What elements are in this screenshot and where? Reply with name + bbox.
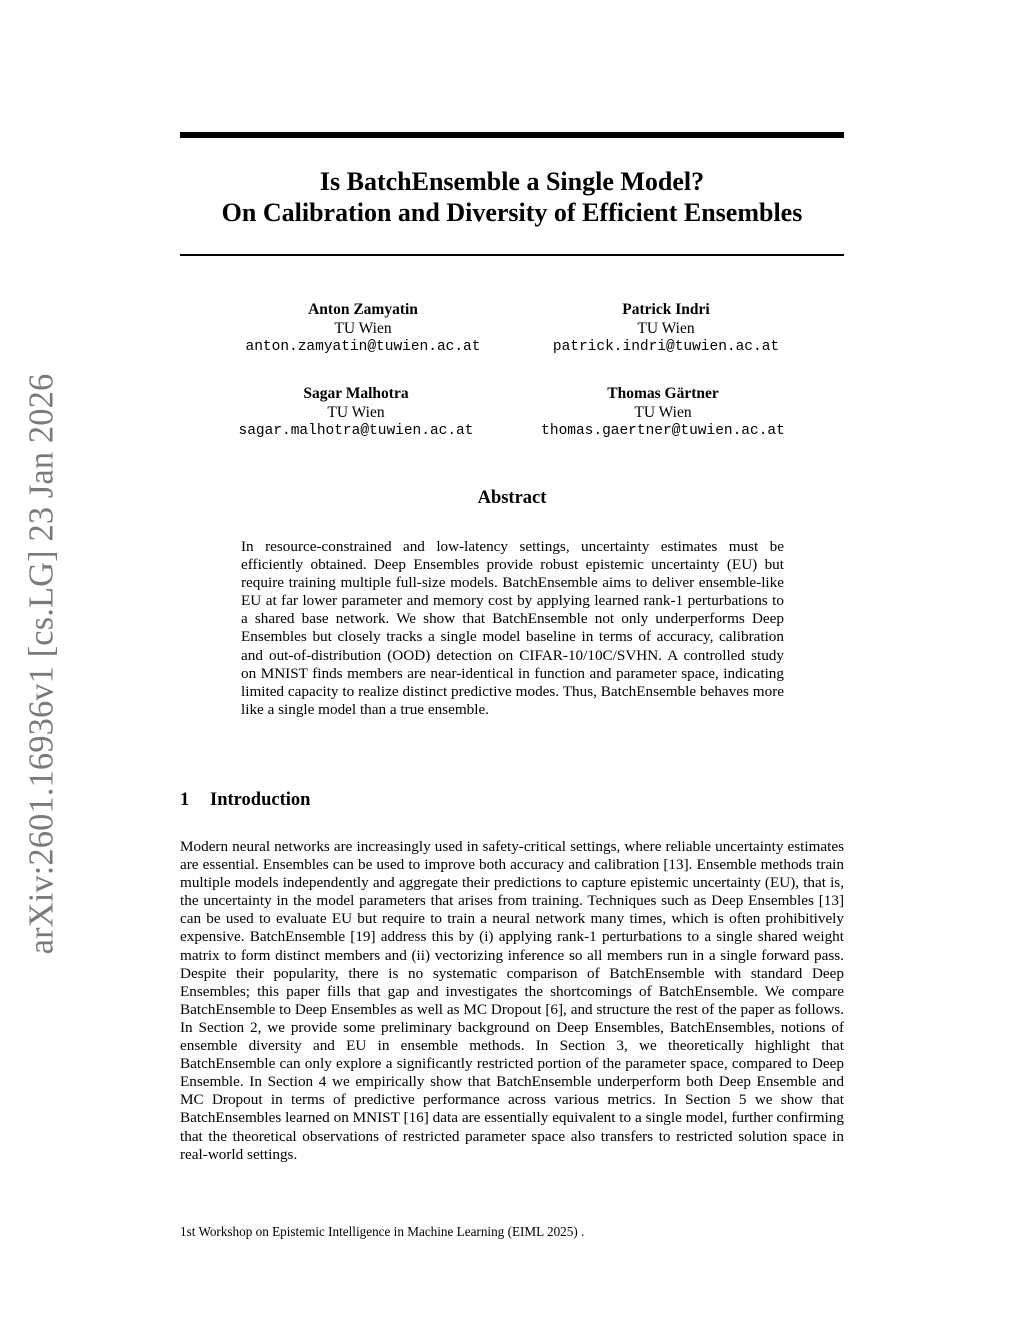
- introduction-text: Modern neural networks are increasingly used in safety-critical settings, where reliable uncertainty estimates are essential. Ensembles can be used to improve both accuracy and calibration [13]. Ensemble methods train multiple models independently and aggregate their predictions to capture epistemic uncertainty (EU), that is, the uncertainty in the model parameters that arises from training. Techniques such as Deep Ensembles [13] can be used to evaluate EU but require to train a neural network many times, which is often prohibitively expensive. BatchEnsemble [19] address this by (i) applying rank-1 perturbations to a single shared weight matrix to form distinct members and (ii) vectorizing inference so all members run in a single forward pass. Despite their popularity, there is no systematic comparison of BatchEnsemble with standard Deep Ensembles; this paper fills that gap and investigates the shortcomings of BatchEnsemble. We compare BatchEnsemble to Deep Ensembles as well as MC Dropout [6], and structure the rest of the paper as follows. In Section 2, we provide some preliminary background on Deep Ensembles, BatchEnsembles, notions of ensemble diversity and EU in ensemble methods. In Section 3, we theoretically highlight that BatchEnsemble can only explore a significantly restricted portion of the parameter space, compared to Deep Ensemble. In Section 4 we empirically show that BatchEnsemble underperform both Deep Ensemble and MC Dropout in terms of predictive performance across various metrics. In Section 5 we show that BatchEnsembles learned on MNIST [16] data are essentially equivalent to a single model, further confirming that the theoretical observations of restricted parameter space also transfers to restricted solution space in real-world settings.: [180, 838, 844, 1163]
- section-heading-introduction: [180, 790, 310, 811]
- author-affiliation: TU Wien: [637, 320, 695, 337]
- section-title: Introduction: [210, 790, 311, 810]
- section-number: 1: [180, 790, 190, 810]
- author-block: [213, 300, 513, 357]
- author-name: Anton Zamyatin: [308, 301, 418, 318]
- footnote: 1st Workshop on Epistemic Intelligence in Machine Learning (EIML 2025) .: [180, 1224, 585, 1239]
- author-name: Patrick Indri: [622, 301, 710, 318]
- author-affiliation: TU Wien: [327, 404, 385, 421]
- author-email[interactable]: anton.zamyatin@tuwien.ac.at: [245, 339, 481, 355]
- author-email[interactable]: patrick.indri@tuwien.ac.at: [552, 339, 780, 355]
- title-line-1: Is BatchEnsemble a Single Model?: [319, 167, 705, 196]
- author-email[interactable]: sagar.malhotra@tuwien.ac.at: [238, 423, 474, 439]
- abstract-heading: Abstract: [477, 488, 547, 508]
- paper-title: [180, 166, 844, 228]
- author-block: [513, 384, 813, 441]
- arxiv-identifier: arXiv:2601.16936v1 [cs.LG] 23 Jan 2026: [22, 373, 61, 955]
- author-block: [516, 300, 816, 357]
- author-name: Sagar Malhotra: [303, 385, 409, 402]
- author-affiliation: TU Wien: [634, 404, 692, 421]
- author-block: [206, 384, 506, 441]
- title-rule-top: [180, 132, 844, 138]
- title-line-2: On Calibration and Diversity of Efficient Ensembles: [221, 198, 803, 227]
- author-affiliation: TU Wien: [334, 320, 392, 337]
- author-name: Thomas Gärtner: [607, 385, 719, 402]
- title-rule-bottom: [180, 254, 844, 256]
- author-email[interactable]: thomas.gaertner@tuwien.ac.at: [541, 423, 785, 439]
- abstract-text: In resource-constrained and low-latency settings, uncertainty estimates must be efficiently obtained. Deep Ensembles provide robust epistemic uncertainty (EU) but require training multiple full-size models. BatchEnsemble aims to deliver ensemble-like EU at far lower parameter and memory cost by applying learned rank-1 perturbations to a shared base network. We show that BatchEnsemble not only underperforms Deep Ensembles but closely tracks a single model baseline in terms of accuracy, calibration and out-of-distribution (OOD) detection on CIFAR-10/10C/SVHN. A controlled study on MNIST finds members are near-identical in function and parameter space, indicating limited capacity to realize distinct predictive modes. Thus, BatchEnsemble behaves more like a single model than a true ensemble.: [241, 538, 784, 718]
